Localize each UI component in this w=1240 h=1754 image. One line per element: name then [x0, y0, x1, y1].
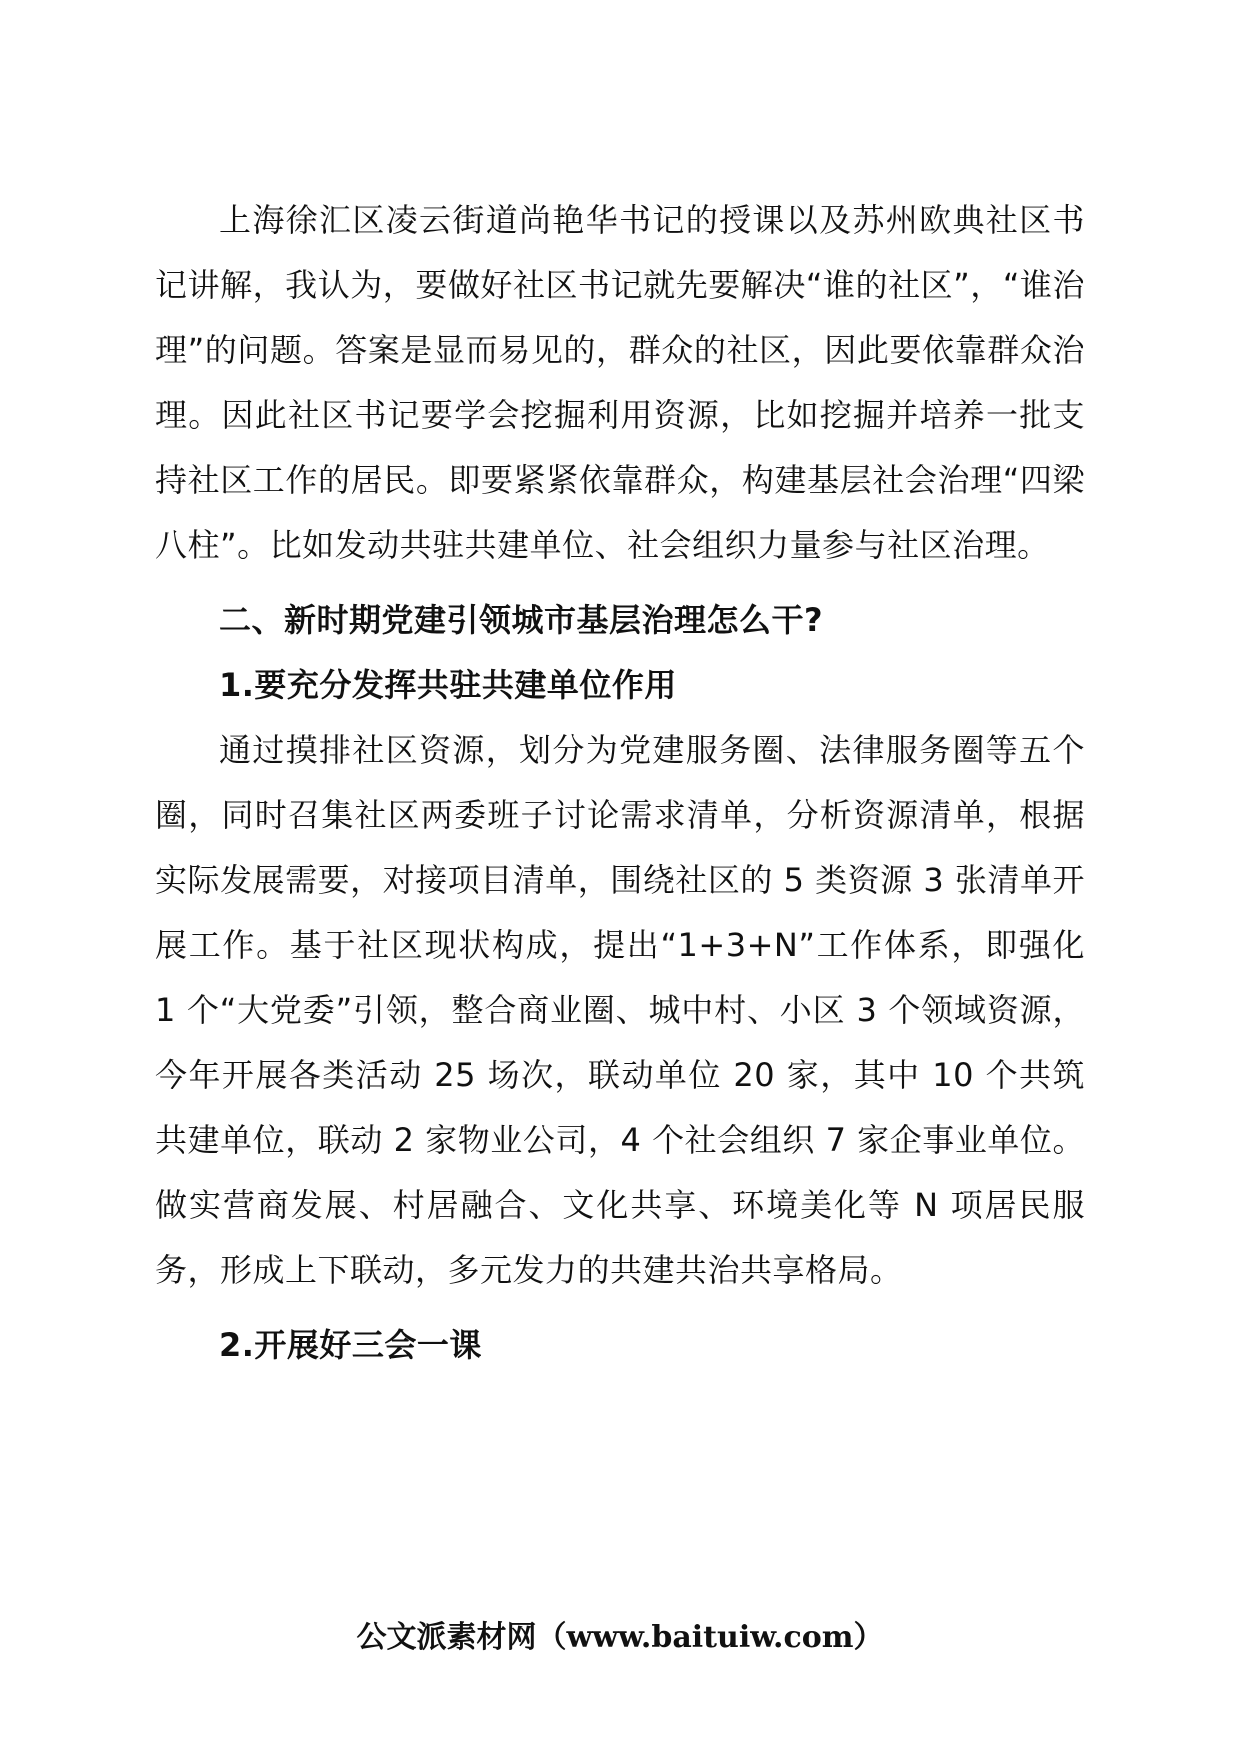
body-paragraph: 上海徐汇区凌云街道尚艳华书记的授课以及苏州欧典社区书记讲解，我认为，要做好社区书记就先要解决“谁的社区”，“谁治理”的问题。答案是显而易见的，群众的社区，因此要依靠群众治理。因此社区书记要学会挖掘利用资源，比如挖掘并培养一批支持社区工作的居民。即要紧紧依靠群众，构建基层社会治理“四梁八柱”。比如发动共驻共建单位、社会组织力量参与社区治理。 [155, 201, 1085, 564]
subsection-heading: 2.开展好三会一课 [219, 1326, 482, 1364]
document-body [155, 188, 1085, 1378]
body-paragraph: 通过摸排社区资源，划分为党建服务圈、法律服务圈等五个圈，同时召集社区两委班子讨论需求清单，分析资源清单，根据实际发展需要，对接项目清单，围绕社区的 5 类资源 3 张清单开展工作。基于社区现状构成，提出“1+3+N”工作体系，即强化 1 个“大党委”引领，整合商业圈、城中村、小区 3 个领域资源，今年开展各类活动 25 场次，联动单位 20 家，其中 10 个共筑共建单位，联动 2 家物业公司，4 个社会组织 7 家企事业单位。做实营商发展、村居融合、文化共享、环境美化等 N 项居民服务，形成上下联动，多元发力的共建共治共享格局。 [155, 731, 1085, 1289]
subsection-heading: 1.要充分发挥共驻共建单位作用 [219, 666, 677, 704]
page-footer: 公文派素材网（www.baituiw.com） [356, 1620, 884, 1655]
section-heading: 二、新时期党建引领城市基层治理怎么干? [219, 601, 824, 639]
